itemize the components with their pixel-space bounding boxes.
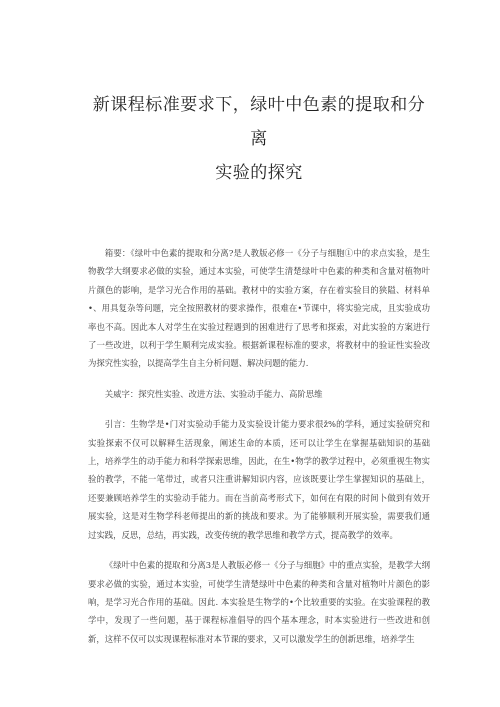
title-line-1: 新课程标准要求下，绿叶中色素的提取和分离	[92, 95, 426, 149]
abstract-paragraph: 箱要：《绿叶中色素的提取和分离?是人教版必修一《分子与细胞①中的求点实验，是生物教学大纲要求必做的实验，通过本实验，可使学生清楚绿叶中色素的种类和含量对植物叶片颜色的影响，是学习光合作用的基础。教材中的实验方案，存在着实验目的狭隘、材料单•、用具复杂等问题，完全按照教材的要求操作，很难在•节课中，将实验完成，且实验成功率也不高。因此本人对学生在实验过程遇到的困难进行了思考和探索，对此实验的方案进行了一些改进，以利于学生顺利完成实验。根据新课程标准的要求，将教材中的验证性实验改为探究性实验，以提高学生自主分析问题、解决问题的能力.	[88, 248, 430, 369]
keywords-paragraph: 关威字：探究性实验、改进方法、实验动手能力、高阶思维	[104, 388, 323, 399]
title-line-2: 实验的探究	[215, 163, 303, 183]
document-title	[88, 0, 430, 190]
introduction-paragraph: 引言：生物学是•门对实验动手能力及实验设计能力要求很ž%的学科，通过实验研究和实验探索不仅可以解释生活现象，阐述生命的本质，还可以让学生在掌握基础知识的基础上，培养学生的动手能力和科学探索思维，因此，在生•物学的教学过程中，必须重视生物实验的教学，不能一笔带过，或者只注重讲解知识内容，应该既要让学生掌握知识的基础上，还要兼顾培养学生的实验动手能力。而在当前高考形式下，如何在有限的时间卜做到有效开展实验，这是对生物学科老师提出的新的挑战和要求。为了能够顺利开展实验，需要我们通过实践，反思，总结，再实践，改变传统的教学思维和教学方式，提高教学的效率。	[88, 419, 430, 540]
body-paragraph: 《绿叶中色素的提取和分离3是人教版必修一《分子与细胞》中的重点实验，是教学大纲要求必做的实验，通过本实验，可使学生清楚绿叶中色素的种类和含量对植物叶片颜色的影响，是学习光合作用的基础。因此. 本实验是生物学的•个比较重要的实验。在实验课程的教学中，发现了一些问题，基于课程标准倡导的四个基本理念，时本实验进行一些改进和创新，这样不仅可以实现课程标准对本节课的要求，又可以激发学生的创新思维，培养学生	[88, 560, 430, 644]
